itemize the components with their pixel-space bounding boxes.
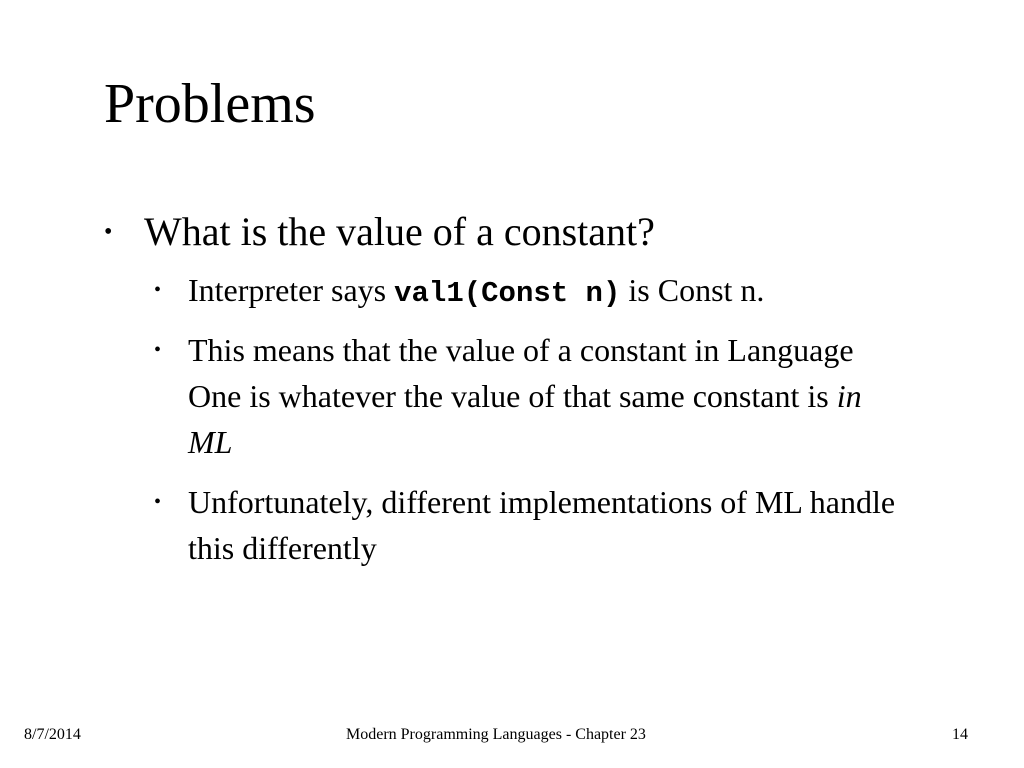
sub-bullet-emphasis: in ML — [188, 378, 862, 460]
sub-bullet-meaning — [154, 327, 884, 465]
footer-date: 8/7/2014 — [24, 726, 81, 743]
sub-bullet-text-before: Interpreter says — [188, 272, 395, 308]
sub-bullet-dot-icon: • — [154, 491, 162, 513]
sub-bullet-text: Unfortunately, different implementations of ML handle this differently — [188, 484, 896, 566]
footer-title: Modern Programming Languages - Chapter 23 — [346, 726, 646, 743]
sub-bullet-text: This means that the value of a constant in Language One is whatever the value of that same constant is — [188, 332, 854, 414]
sub-bullet-dot-icon: • — [154, 339, 162, 361]
slide-title: Problems — [104, 73, 316, 135]
sub-bullet-interpreter — [154, 267, 954, 317]
code-snippet: val1(Const n) — [394, 277, 621, 310]
sub-bullet-dot-icon: • — [154, 279, 162, 301]
sub-bullet-unfortunately — [154, 479, 914, 571]
footer-page-number: 14 — [952, 726, 968, 743]
bullet-dot-icon: • — [104, 219, 113, 245]
sub-bullet-text-after: is Const n. — [620, 272, 765, 308]
bullet-text: What is the value of a constant? — [144, 209, 655, 254]
